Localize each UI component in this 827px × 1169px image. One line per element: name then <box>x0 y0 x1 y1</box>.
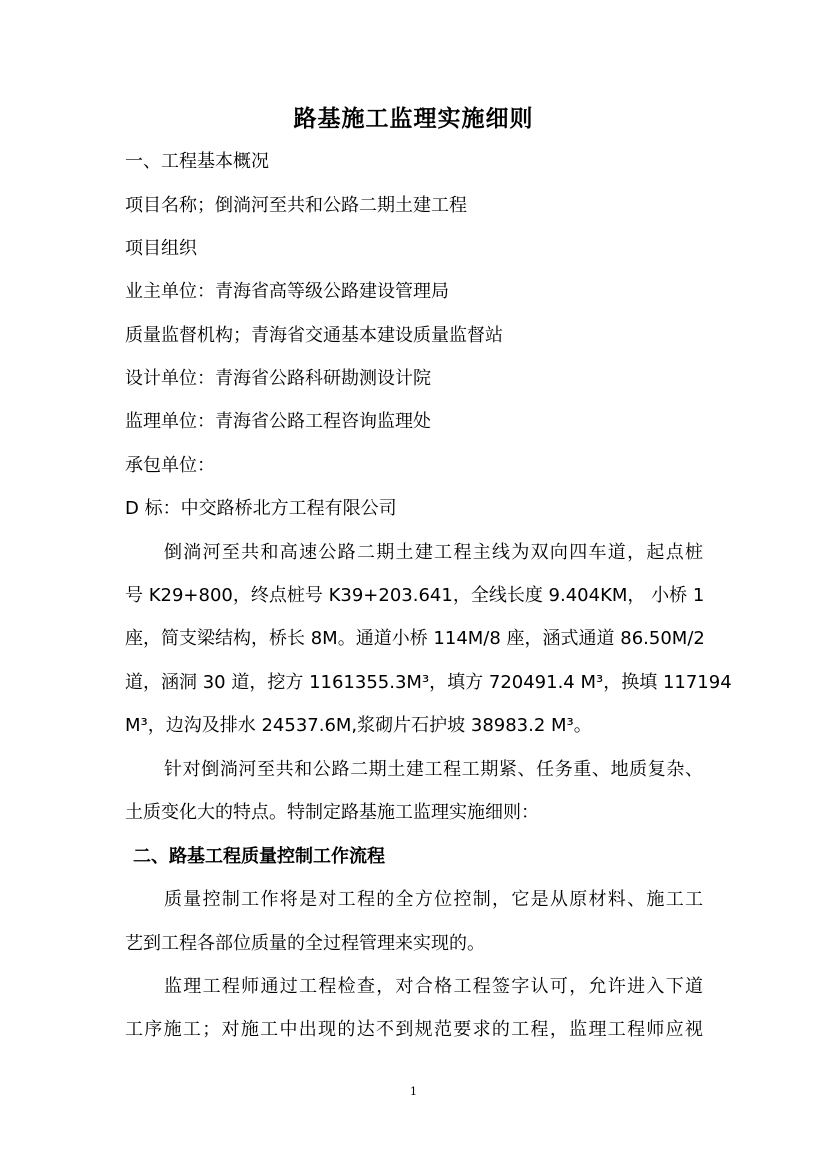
paragraph-line: 号 K29+800，终点桩号 K39+203.641，全线长度 9.404KM， 小桥 1 <box>125 585 705 606</box>
paragraph-line: 座，简支梁结构，桥长 8M。通道小桥 114M/8 座，涵式通道 86.50M/2 <box>125 628 705 649</box>
paragraph-line: 倒淌河至共和高速公路二期土建工程主线为双向四车道，起点桩 <box>164 542 703 563</box>
lot-d-line: D 标：中交路桥北方工程有限公司 <box>125 498 397 519</box>
project-organization-line: 项目组织 <box>125 238 197 259</box>
paragraph-line: 艺到工程各部位质量的全过程管理来实现的。 <box>125 933 485 954</box>
document-title: 路基施工监理实施细则 <box>293 106 534 132</box>
quality-supervision-line: 质量监督机构；青海省交通基本建设质量监督站 <box>125 325 503 346</box>
paragraph-line: 监理工程师通过工程检查，对合格工程签字认可，允许进入下道 <box>164 976 703 997</box>
design-unit-line: 设计单位：青海省公路科研勘测设计院 <box>125 368 431 389</box>
page-number: 1 <box>410 1085 417 1098</box>
contractor-line: 承包单位： <box>125 455 215 476</box>
paragraph-line: 工序施工；对施工中出现的达不到规范要求的工程，监理工程师应视 <box>125 1019 703 1040</box>
paragraph-line: M³，边沟及排水 24537.6M,浆砌片石护坡 38983.2 M³。 <box>125 715 592 736</box>
paragraph-line: 道，涵洞 30 道，挖方 1161355.3M³，填方 720491.4 M³，换填 117194 <box>125 672 732 693</box>
paragraph-line: 质量控制工作将是对工程的全方位控制，它是从原材料、施工工 <box>164 889 703 910</box>
section-heading-overview: 一、工程基本概况 <box>125 151 269 172</box>
section-heading-workflow: 二、路基工程质量控制工作流程 <box>133 846 385 867</box>
paragraph-line: 针对倒淌河至共和公路二期土建工程工期紧、任务重、地质复杂、 <box>164 759 703 780</box>
owner-unit-line: 业主单位：青海省高等级公路建设管理局 <box>125 281 449 302</box>
paragraph-line: 土质变化大的特点。特制定路基施工监理实施细则： <box>125 802 539 823</box>
supervision-unit-line: 监理单位：青海省公路工程咨询监理处 <box>125 411 431 432</box>
project-name-line: 项目名称；倒淌河至共和公路二期土建工程 <box>125 195 467 216</box>
